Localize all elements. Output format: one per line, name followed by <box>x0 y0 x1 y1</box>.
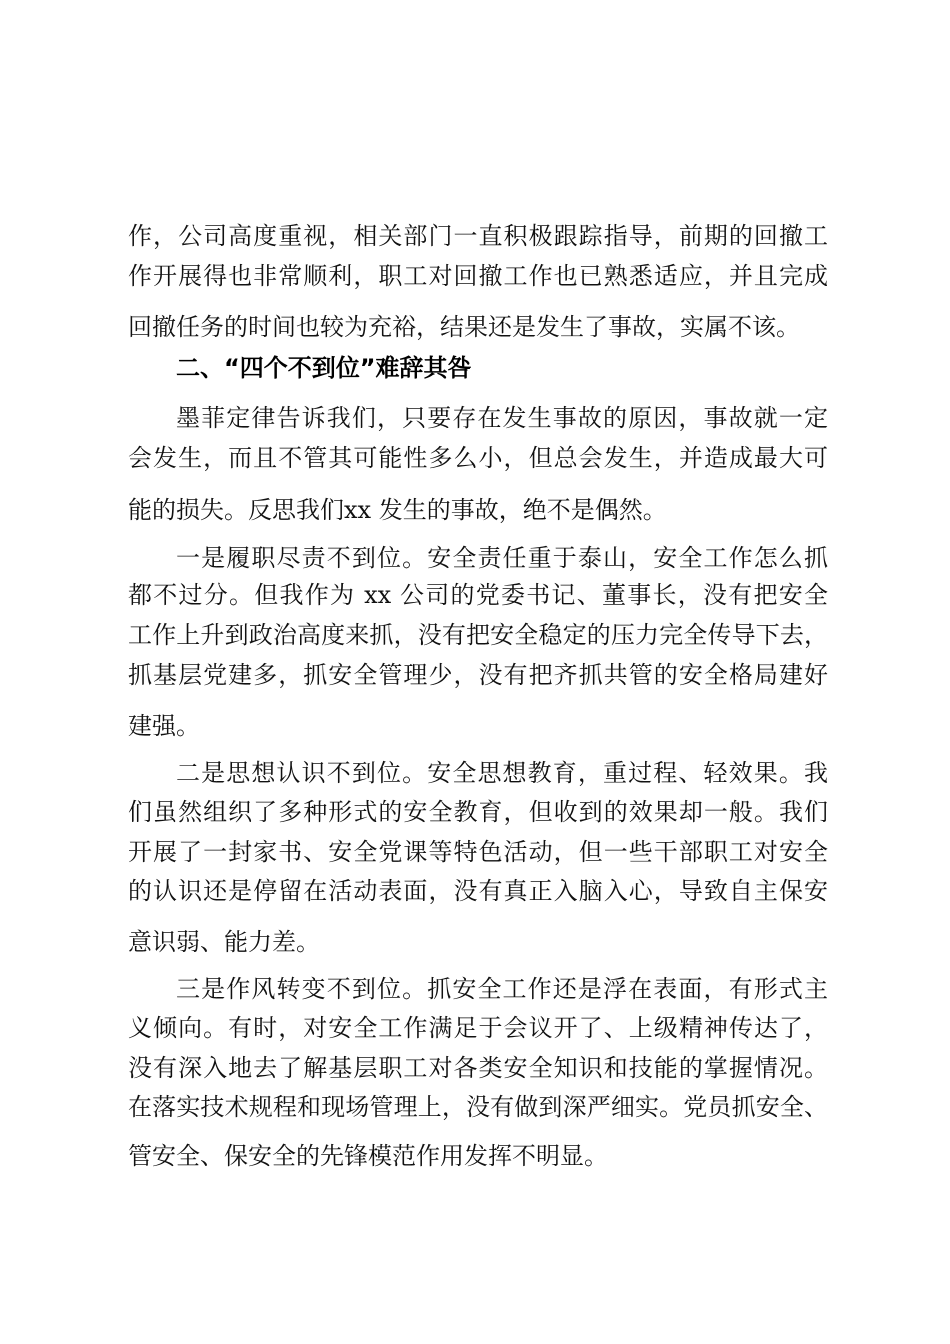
text-line: 们虽然组织了多种形式的安全教育，但收到的效果却一般。我们 <box>128 798 828 826</box>
text-line: 建强。 <box>128 712 200 740</box>
text-line: 回撤任务的时间也较为充裕，结果还是发生了事故，实属不该。 <box>128 313 800 341</box>
text-line: 工作上升到政治高度来抓，没有把安全稳定的压力完全传导下去， <box>128 621 828 649</box>
text-line: 抓基层党建多，抓安全管理少，没有把齐抓共管的安全格局建好 <box>128 661 828 689</box>
text-line: 意识弱、能力差。 <box>128 928 320 956</box>
text-line: 开展了一封家书、安全党课等特色活动，但一些干部职工对安全 <box>128 838 828 866</box>
text-line: 作，公司高度重视，相关部门一直积极跟踪指导，前期的回撤工 <box>128 222 828 250</box>
text-line: 义倾向。有时，对安全工作满足于会议开了、上级精神传达了， <box>128 1014 828 1042</box>
text-line: 二是思想认识不到位。安全思想教育，重过程、轻效果。我 <box>176 759 828 787</box>
text-line: 墨菲定律告诉我们，只要存在发生事故的原因，事故就一定 <box>176 404 828 432</box>
text-line: 在落实技术规程和现场管理上，没有做到深严细实。党员抓安全、 <box>128 1093 828 1121</box>
section-heading: 二、“四个不到位”难辞其咎 <box>176 354 472 382</box>
text-line: 能的损失。反思我们xx 发生的事故，绝不是偶然。 <box>128 496 667 524</box>
text-line: 会发生，而且不管其可能性多么小，但总会发生，并造成最大可 <box>128 444 828 472</box>
text-line: 的认识还是停留在活动表面，没有真正入脑入心，导致自主保安 <box>128 877 828 905</box>
text-line: 一是履职尽责不到位。安全责任重于泰山，安全工作怎么抓 <box>176 544 828 572</box>
text-line: 都不过分。但我作为 xx 公司的党委书记、董事长，没有把安全 <box>128 581 828 609</box>
text-line: 没有深入地去了解基层职工对各类安全知识和技能的掌握情况。 <box>128 1054 828 1082</box>
text-line: 作开展得也非常顺利，职工对回撤工作也已熟悉适应，并且完成 <box>128 262 828 290</box>
text-line: 三是作风转变不到位。抓安全工作还是浮在表面，有形式主 <box>176 975 828 1003</box>
text-line: 管安全、保安全的先锋模范作用发挥不明显。 <box>128 1142 608 1170</box>
